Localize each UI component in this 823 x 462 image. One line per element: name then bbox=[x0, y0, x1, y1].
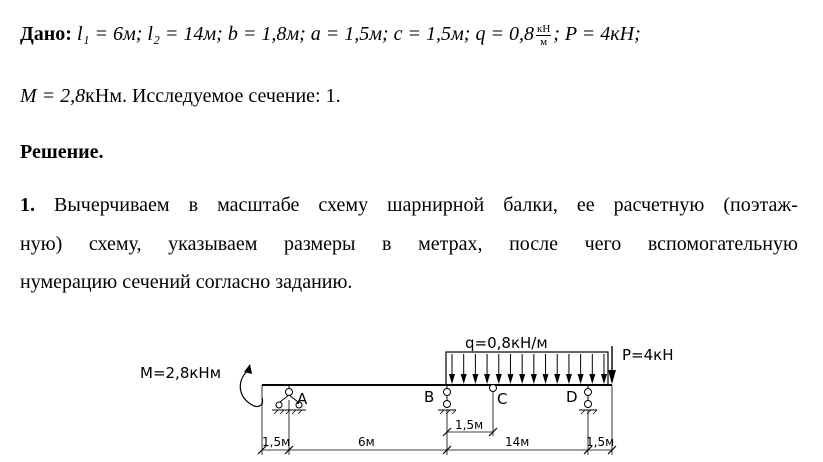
support-label-D: D bbox=[566, 388, 578, 406]
step-word: в bbox=[188, 194, 199, 216]
load-arrow-head bbox=[507, 374, 513, 384]
step-word: балки, bbox=[503, 194, 558, 216]
support-label-A: A bbox=[297, 390, 308, 408]
load-arrow-head bbox=[578, 374, 584, 384]
dimension-extensions bbox=[262, 385, 615, 455]
step-word: масштабе bbox=[217, 194, 300, 216]
distributed-load bbox=[446, 352, 608, 385]
given-q-unit-denominator: м bbox=[540, 35, 548, 48]
force-arrow bbox=[608, 346, 616, 384]
given-M: M = 2,8 bbox=[20, 85, 86, 107]
step-word: в bbox=[382, 233, 392, 255]
step-word: размеры bbox=[283, 233, 356, 255]
load-arrow-head bbox=[589, 374, 595, 384]
load-arrow-head bbox=[566, 374, 572, 384]
load-arrow-head bbox=[554, 374, 560, 384]
step-word: ее bbox=[576, 194, 595, 216]
support-label-B: B bbox=[424, 388, 435, 406]
solution-heading: Решение. bbox=[20, 141, 104, 163]
load-arrow-head bbox=[484, 374, 490, 384]
step-word: схему bbox=[318, 194, 369, 216]
load-arrow-head bbox=[461, 374, 467, 384]
load-arrow-head bbox=[601, 374, 607, 384]
dim-l1-label: 6м bbox=[358, 435, 375, 449]
given-a: a = 1,5м; bbox=[310, 23, 389, 45]
step-word: чего bbox=[584, 233, 622, 255]
hinge-C bbox=[490, 385, 497, 392]
force-label: P=4кН bbox=[622, 346, 674, 364]
load-arrows bbox=[449, 354, 607, 384]
support-D bbox=[579, 385, 597, 414]
step-word: Вычерчиваем bbox=[54, 194, 170, 216]
step-word: после bbox=[509, 233, 559, 255]
dim-c-label: 1,5м bbox=[262, 435, 291, 449]
load-label: q=0,8кН/м bbox=[465, 334, 548, 352]
load-arrow-head bbox=[531, 374, 537, 384]
step-word: указываем bbox=[168, 233, 258, 255]
given-label: Дано: bbox=[20, 23, 72, 45]
given-P: ; P = 4кН; bbox=[553, 23, 641, 45]
step-number: 1. bbox=[20, 194, 35, 216]
dim-b-label: 1,5м bbox=[455, 418, 484, 432]
dim-l2-label: 14м bbox=[505, 435, 530, 449]
given-M-rest: кНм. Исследуемое сечение: 1. bbox=[85, 85, 341, 107]
moment-arrow bbox=[240, 364, 262, 407]
moment-label: M=2,8кНм bbox=[140, 364, 222, 382]
given-l2: l₂ = 14м; bbox=[147, 23, 223, 45]
dimension-lines bbox=[258, 428, 616, 454]
support-B bbox=[438, 385, 456, 414]
given-q-unit-numerator: кН bbox=[536, 22, 551, 35]
dim-a-label: 1,5м bbox=[586, 435, 615, 449]
given-l1: l₁ = 6м; bbox=[76, 23, 143, 45]
step-word: шарнирной bbox=[387, 194, 485, 216]
step-word: ную) bbox=[20, 233, 63, 255]
load-arrow-head bbox=[519, 374, 525, 384]
step-word: схему, bbox=[88, 233, 142, 255]
given-q: q = 0,8 bbox=[475, 23, 534, 45]
step-word: расчетную bbox=[613, 194, 705, 216]
step-word: (поэтаж- bbox=[723, 194, 798, 216]
step-word: вспомогательную bbox=[647, 233, 798, 255]
load-arrow-head bbox=[496, 374, 502, 384]
step-word: метрах, bbox=[418, 233, 483, 255]
step-line-3: нумерацию сечений согласно заданию. bbox=[20, 271, 353, 293]
support-label-C: C bbox=[497, 390, 508, 408]
load-arrow-head bbox=[543, 374, 549, 384]
load-arrow-head bbox=[472, 374, 478, 384]
given-b: b = 1,8м; bbox=[227, 23, 306, 45]
load-arrow-head bbox=[449, 374, 455, 384]
given-c: c = 1,5м; bbox=[393, 23, 471, 45]
